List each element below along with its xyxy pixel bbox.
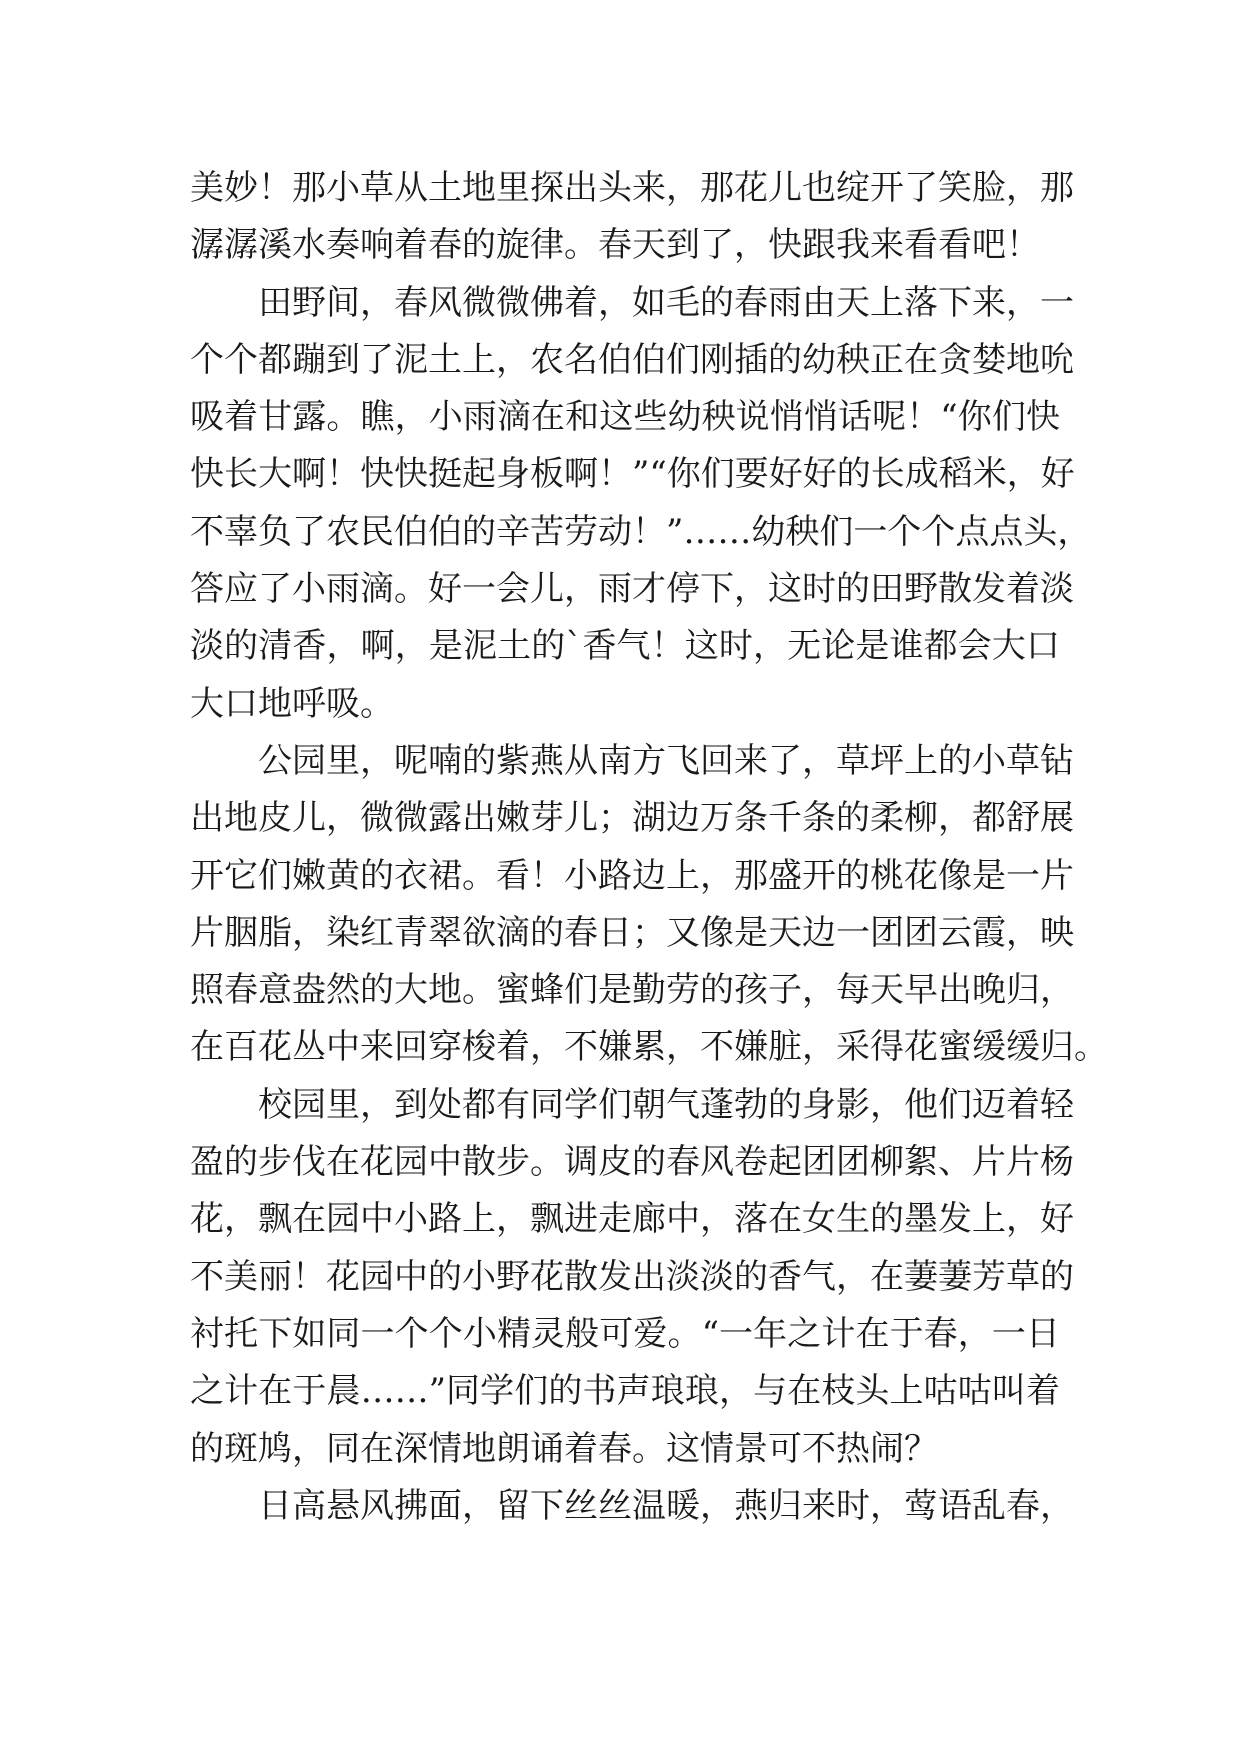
text-line: 照春意盎然的大地。蜜蜂们是勤劳的孩子，每天早出晚归， <box>190 970 1074 1011</box>
text-line: 之计在于晨……”同学们的书声琅琅，与在枝头上咕咕叫着 <box>190 1371 1060 1412</box>
text-line: 的斑鸠，同在深情地朗诵着春。这情景可不热闹？ <box>190 1428 938 1469</box>
text-line: 片胭脂，染红青翠欲滴的春日；又像是天边一团团云霞，映 <box>190 912 1074 953</box>
text-line: 花，飘在园中小路上，飘进走廊中，落在女生的墨发上，好 <box>190 1199 1074 1240</box>
text-line: 快长大啊！快快挺起身板啊！”“你们要好好的长成稻米，好 <box>190 454 1075 495</box>
text-line: 不美丽！花园中的小野花散发出淡淡的香气，在萋萋芳草的 <box>190 1256 1074 1297</box>
text-line: 校园里，到处都有同学们朝气蓬勃的身影，他们迈着轻 <box>258 1084 1074 1125</box>
text-line: 公园里，呢喃的紫燕从南方飞回来了，草坪上的小草钻 <box>258 740 1074 781</box>
text-line: 日高悬风拂面，留下丝丝温暖，燕归来时，莺语乱春， <box>258 1485 1074 1526</box>
text-line: 个个都蹦到了泥土上，农名伯伯们刚插的幼秧正在贪婪地吮 <box>190 339 1074 380</box>
text-line: 答应了小雨滴。好一会儿，雨才停下，这时的田野散发着淡 <box>190 569 1074 610</box>
text-line: 衬托下如同一个个小精灵般可爱。“一年之计在于春，一日 <box>190 1313 1060 1354</box>
text-line: 在百花丛中来回穿梭着，不嫌累，不嫌脏，采得花蜜缓缓归。 <box>190 1027 1108 1068</box>
text-line: 盈的步伐在花园中散步。调皮的春风卷起团团柳絮、片片杨 <box>190 1142 1074 1183</box>
text-line: 大口地呼吸。 <box>190 683 394 724</box>
text-line: 潺潺溪水奏响着春的旋律。春天到了，快跟我来看看吧！ <box>190 225 1040 266</box>
text-line: 吸着甘露。瞧，小雨滴在和这些幼秧说悄悄话呢！“你们快 <box>190 397 1060 438</box>
text-line: 美妙！那小草从土地里探出头来，那花儿也绽开了笑脸，那 <box>190 168 1074 208</box>
text-line: 开它们嫩黄的衣裙。看！小路边上，那盛开的桃花像是一片 <box>190 855 1074 896</box>
text-line: 田野间，春风微微佛着，如毛的春雨由天上落下来，一 <box>258 282 1074 323</box>
text-line: 不辜负了农民伯伯的辛苦劳动！”……幼秧们一个个点点头， <box>190 511 1092 552</box>
text-line: 出地皮儿，微微露出嫩芽儿；湖边万条千条的柔柳，都舒展 <box>190 798 1074 839</box>
text-line: 淡的清香，啊，是泥土的`香气！这时，无论是谁都会大口 <box>190 626 1060 667</box>
essay-body <box>190 160 1108 1535</box>
